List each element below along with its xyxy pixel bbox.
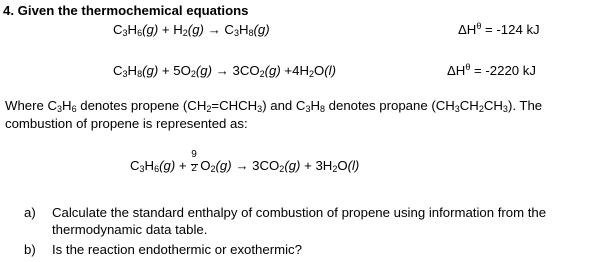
part-b-label: b) [24, 242, 36, 257]
part-b-text: Is the reaction endothermic or exothermic? [52, 242, 302, 257]
explanation-paragraph: Where $C_3H_6$ denotes propene $(CH_2=CHCH_3)$ and $C_3H_8$ denotes propane $(CH_3CH_2CH_3)$. The combustion of propene is represented as: [5, 98, 543, 131]
question-intro: Given the thermochemical equations [17, 3, 249, 18]
question-number: 4. [3, 3, 14, 18]
fraction-nine-halves: $\frac{9}{2}$ [191, 149, 197, 174]
enthalpy-value-2: $\Delta H^\theta = -2220$ kJ [447, 62, 536, 78]
part-a-label: a) [24, 205, 36, 220]
equation-1: $C_3H_6(g) + H_2(g) \to C_3H_8(g)$ [113, 22, 270, 38]
equation-2: $C_3H_8(g) + 5O_2(g) \to 3CO_2(g) +4H_2O(l)$ [113, 63, 336, 79]
combustion-equation: $C_3H_6(g)$ + $\frac{9}{2}$ $O_2(g) \to 3CO_2(g) + 3H_2O(l)$ [130, 149, 360, 174]
enthalpy-value-1: $\Delta H^\theta = -124$ kJ [458, 21, 540, 37]
part-a-text: Calculate the standard enthalpy of combustion of propene using information from the thermodynamic data table. [52, 205, 547, 237]
question-heading [3, 3, 249, 19]
